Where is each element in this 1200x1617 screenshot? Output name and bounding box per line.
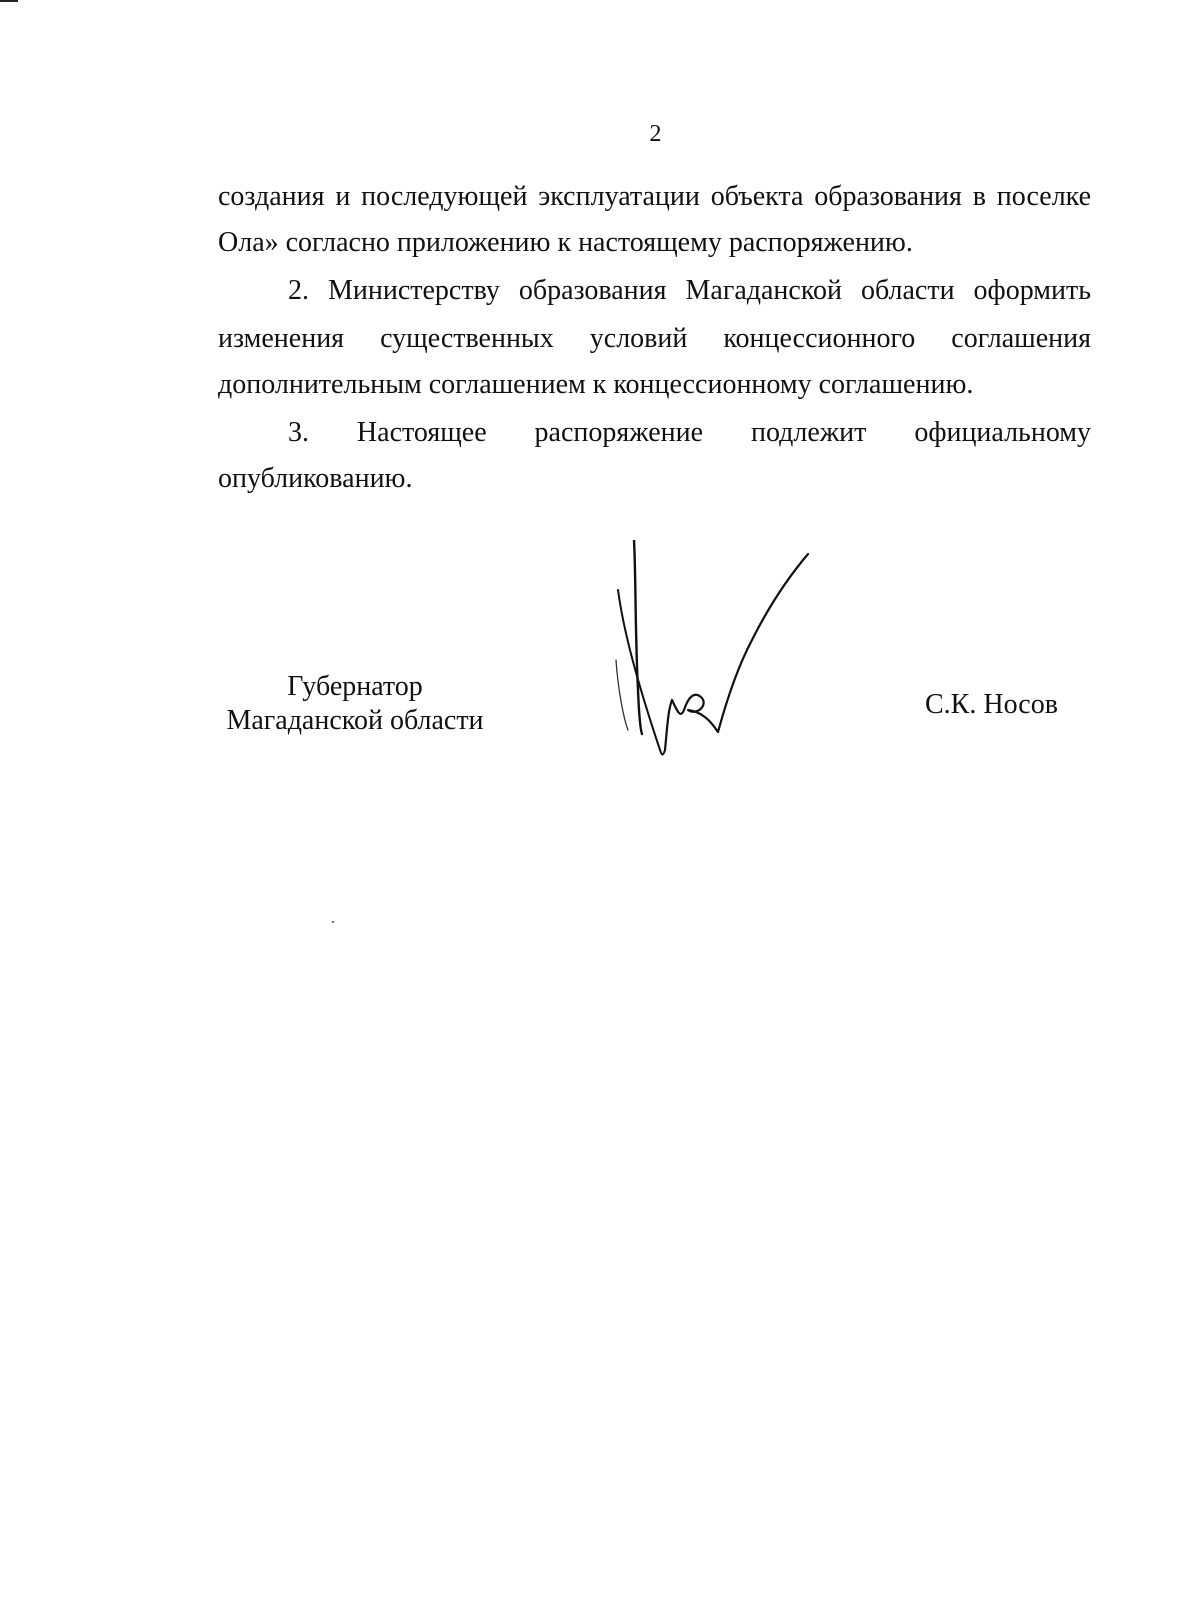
signatory-title xyxy=(226,670,484,738)
signatory-title-line-2: Магаданской области xyxy=(226,705,484,736)
paragraph-2-line-2: изменения существенных условий концессионного соглашения xyxy=(218,323,1091,354)
signer-name: С.К. Носов xyxy=(925,689,1058,720)
paragraph-1-line-2: Ола» согласно приложению к настоящему распоряжению. xyxy=(218,227,913,258)
paragraph-3-line-2: опубликованию. xyxy=(218,463,413,494)
paragraph-1-line-1: создания и последующей эксплуатации объекта образования в поселке xyxy=(218,181,1091,212)
paragraph-2-line-3: дополнительным соглашением к концессионному соглашению. xyxy=(218,369,974,400)
scan-speck xyxy=(332,921,334,923)
page-number: 2 xyxy=(649,121,662,147)
handwritten-signature xyxy=(610,540,840,780)
paragraph-3-line-1: 3. Настоящее распоряжение подлежит официальному xyxy=(288,417,1091,448)
paragraph-2-line-1: 2. Министерству образования Магаданской области оформить xyxy=(288,275,1091,306)
scan-corner-mark xyxy=(0,0,18,2)
signatory-title-line-1: Губернатор xyxy=(287,671,423,702)
